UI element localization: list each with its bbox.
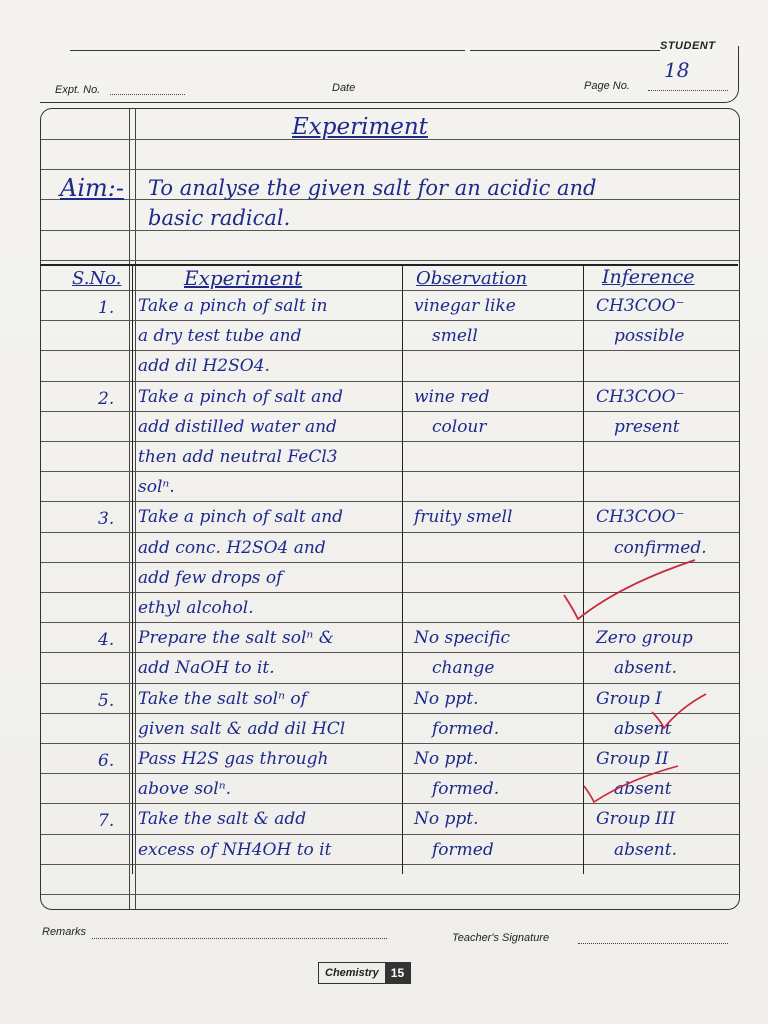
row-inference-text: CH3COO⁻	[596, 507, 685, 528]
row-inference-text: Group II	[596, 749, 669, 769]
ruled-line	[41, 320, 739, 321]
row-experiment-text: a dry test tube and	[138, 326, 302, 347]
row-serial-number: 2.	[98, 388, 115, 409]
subject-label: Chemistry	[325, 967, 379, 979]
col-header-sno: S.No.	[72, 268, 122, 289]
experiment-title: Experiment	[292, 114, 428, 140]
row-experiment-text: ethyl alcohol.	[138, 598, 254, 618]
teacher-signature-label: Teacher's Signature	[452, 932, 550, 944]
aim-line-1: To analyse the given salt for an acidic and	[148, 176, 597, 200]
ruled-line	[41, 834, 739, 835]
row-observation-text: fruity smell	[414, 507, 513, 528]
row-experiment-text: Take a pinch of salt and	[138, 507, 344, 528]
row-experiment-text: given salt & add dil HCl	[138, 718, 346, 739]
row-experiment-text: add conc. H2SO4 and	[138, 537, 326, 558]
row-experiment-text: Take the salt & add	[138, 809, 307, 830]
ruled-line	[41, 290, 739, 291]
row-experiment-text: add distilled water and	[138, 416, 337, 437]
row-inference-text: absent	[614, 779, 672, 800]
row-observation-text: colour	[432, 416, 487, 437]
row-observation-text: formed.	[432, 779, 500, 800]
ruled-line	[41, 381, 739, 382]
row-serial-number: 3.	[98, 509, 115, 530]
page-no-blank	[648, 90, 728, 91]
row-experiment-text: then add neutral FeCl3	[138, 447, 338, 467]
ruled-line	[41, 501, 739, 502]
row-experiment-text: above solⁿ.	[138, 779, 232, 800]
row-serial-number: 6.	[98, 751, 115, 771]
row-experiment-text: Take a pinch of salt in	[138, 296, 328, 316]
row-observation-text: formed.	[432, 718, 500, 739]
row-observation-text: No ppt.	[414, 688, 479, 709]
col-header-experiment: Experiment	[184, 266, 303, 290]
row-experiment-text: add few drops of	[138, 567, 283, 588]
row-inference-text: present	[614, 416, 680, 437]
ruled-line	[41, 441, 739, 442]
aim-line-2: basic radical.	[148, 206, 291, 230]
ruled-line	[41, 169, 739, 170]
aim-label: Aim:-	[60, 174, 124, 202]
remarks-blank	[92, 938, 387, 939]
row-experiment-text: Pass H2S gas through	[138, 749, 329, 769]
date-label: Date	[332, 82, 356, 94]
remarks-label: Remarks	[42, 926, 87, 938]
page-no-value: 18	[664, 58, 690, 82]
row-observation-text: smell	[432, 326, 478, 347]
ruled-line	[41, 652, 739, 653]
row-experiment-text: solⁿ.	[138, 477, 175, 498]
row-observation-text: No ppt.	[414, 749, 479, 769]
col-header-observation: Observation	[416, 268, 528, 289]
row-inference-text: possible	[614, 326, 685, 347]
row-experiment-text: add dil H2SO4.	[138, 356, 270, 377]
row-serial-number: 4.	[98, 630, 115, 651]
row-observation-text: No ppt.	[414, 809, 479, 830]
row-inference-text: CH3COO⁻	[596, 386, 685, 407]
ruled-line	[41, 260, 739, 261]
ruled-line	[41, 471, 739, 472]
row-experiment-text: Prepare the salt solⁿ &	[138, 628, 334, 649]
col-header-inference: Inference	[602, 266, 695, 288]
row-serial-number: 5.	[98, 690, 115, 711]
red-tick-mark-2	[650, 692, 710, 732]
col-divider-2	[402, 264, 403, 874]
row-observation-text: formed	[432, 839, 494, 860]
ruled-line	[41, 743, 739, 744]
ruled-line	[41, 230, 739, 231]
row-serial-number: 7.	[98, 811, 115, 832]
row-observation-text: wine red	[414, 386, 490, 407]
student-label: STUDENT	[660, 40, 716, 52]
row-observation-text: vinegar like	[414, 296, 516, 316]
ruled-line	[41, 411, 739, 412]
row-observation-text: change	[432, 658, 495, 679]
ruled-line	[41, 864, 739, 865]
red-tick-mark-3	[582, 762, 682, 807]
row-inference-text: absent.	[614, 839, 677, 860]
row-experiment-text: add NaOH to it.	[138, 658, 275, 679]
page-number: 15	[385, 963, 410, 983]
signature-blank	[578, 943, 728, 944]
row-experiment-text: Take the salt solⁿ of	[138, 688, 307, 709]
col-divider-1	[132, 264, 133, 874]
row-inference-text: Zero group	[596, 628, 693, 649]
row-serial-number: 1.	[98, 298, 115, 318]
row-observation-text: No specific	[414, 628, 510, 649]
row-inference-text: absent.	[614, 658, 677, 679]
ruled-line	[41, 532, 739, 533]
subject-badge	[318, 962, 411, 984]
expt-no-blank	[110, 94, 185, 95]
ruled-line	[41, 350, 739, 351]
row-inference-text: absent	[614, 718, 672, 739]
ruled-line	[41, 683, 739, 684]
row-inference-text: CH3COO⁻	[596, 296, 685, 316]
row-experiment-text: excess of NH4OH to it	[138, 839, 332, 860]
row-inference-text: Group III	[596, 809, 676, 830]
row-inference-text: Group I	[596, 688, 662, 709]
ruled-line	[41, 713, 739, 714]
ruled-line	[41, 894, 739, 895]
page-no-label: Page No.	[584, 80, 630, 92]
red-tick-mark-1	[560, 555, 710, 630]
expt-no-label: Expt. No.	[55, 84, 101, 96]
row-inference-text: confirmed.	[614, 537, 707, 558]
row-experiment-text: Take a pinch of salt and	[138, 386, 344, 407]
